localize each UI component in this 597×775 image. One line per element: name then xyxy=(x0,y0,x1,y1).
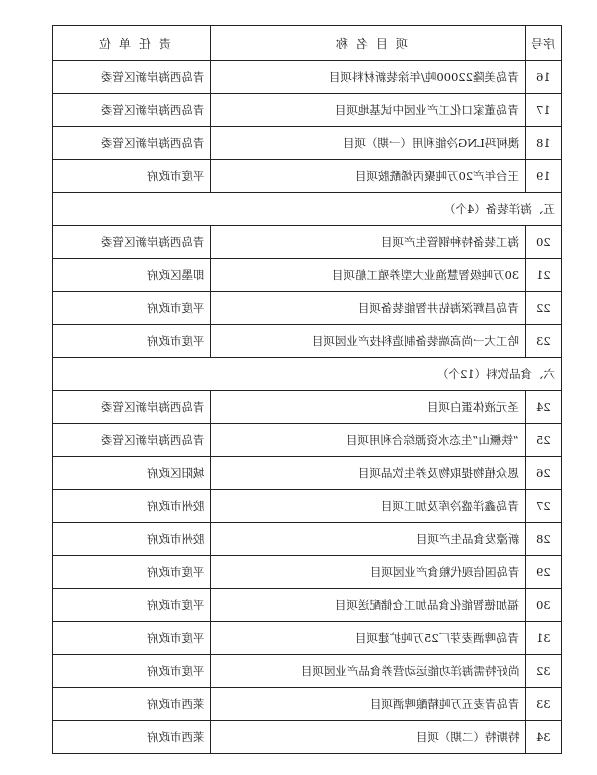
responsible-unit-cell: 平度市政府 xyxy=(53,160,211,193)
serial-no-cell: 16 xyxy=(526,61,562,94)
responsible-unit-cell: 平度市政府 xyxy=(53,655,211,688)
serial-no-cell: 25 xyxy=(526,424,562,457)
serial-no-cell: 18 xyxy=(526,127,562,160)
table-row xyxy=(53,94,562,127)
responsible-unit-cell: 青岛西海岸新区管委 xyxy=(53,226,211,259)
project-name-cell: 特斯特（二期）项目 xyxy=(211,721,526,754)
project-name-cell: 青岛国信现代粮食产业园项目 xyxy=(211,556,526,589)
project-name-cell: 王台年产20万吨聚丙烯酰胺项目 xyxy=(211,160,526,193)
table-row xyxy=(53,391,562,424)
section-label: 六、食品饮料（12个） xyxy=(53,358,562,391)
table-row xyxy=(53,259,562,292)
responsible-unit-cell: 青岛西海岸新区管委 xyxy=(53,61,211,94)
table-row xyxy=(53,424,562,457)
project-name-cell: 尚好特需海洋功能运动营养食品产业园项目 xyxy=(211,655,526,688)
project-name-cell: 青岛昌辉深海钻井智能装备项目 xyxy=(211,292,526,325)
responsible-unit-cell: 莱西市政府 xyxy=(53,721,211,754)
serial-no-cell: 33 xyxy=(526,688,562,721)
project-name-cell: “铁橛山”生态水资源综合利用项目 xyxy=(211,424,526,457)
table-row xyxy=(53,523,562,556)
project-name-cell: 恩众植物提取物及养生饮品项目 xyxy=(211,457,526,490)
serial-no-cell: 32 xyxy=(526,655,562,688)
responsible-unit-cell: 城阳区政府 xyxy=(53,457,211,490)
table-row xyxy=(53,325,562,358)
responsible-unit-cell: 平度市政府 xyxy=(53,556,211,589)
responsible-unit-cell: 平度市政府 xyxy=(53,622,211,655)
project-name-cell: 青岛啤酒麦芽厂25万吨扩建项目 xyxy=(211,622,526,655)
table-header-row xyxy=(53,26,562,61)
project-name-cell: 青岛青麦五万吨精酿啤酒项目 xyxy=(211,688,526,721)
serial-no-cell: 28 xyxy=(526,523,562,556)
responsible-unit-cell: 青岛西海岸新区管委 xyxy=(53,127,211,160)
section-row xyxy=(53,358,562,391)
table-row xyxy=(53,127,562,160)
serial-no-cell: 20 xyxy=(526,226,562,259)
serial-no-cell: 29 xyxy=(526,556,562,589)
table-row xyxy=(53,688,562,721)
serial-no-cell: 34 xyxy=(526,721,562,754)
project-name-cell: 海工装备特种钢管生产项目 xyxy=(211,226,526,259)
table-row xyxy=(53,457,562,490)
responsible-unit-cell: 即墨区政府 xyxy=(53,259,211,292)
responsible-unit-cell: 平度市政府 xyxy=(53,292,211,325)
serial-no-cell: 22 xyxy=(526,292,562,325)
serial-no-cell: 26 xyxy=(526,457,562,490)
table-row xyxy=(53,589,562,622)
table-row xyxy=(53,490,562,523)
project-name-cell: 新濠发食品生产项目 xyxy=(211,523,526,556)
responsible-unit-cell: 青岛西海岸新区管委 xyxy=(53,391,211,424)
header-serial-no: 序号 xyxy=(526,26,562,61)
header-project-name: 项目名称 xyxy=(211,26,526,61)
project-name-cell: 30万吨级智慧渔业大型养殖工船项目 xyxy=(211,259,526,292)
section-label: 五、海洋装备（4个） xyxy=(53,193,562,226)
responsible-unit-cell: 平度市政府 xyxy=(53,325,211,358)
responsible-unit-cell: 平度市政府 xyxy=(53,589,211,622)
project-name-cell: 青岛鑫洋盛冷库及加工项目 xyxy=(211,490,526,523)
serial-no-cell: 19 xyxy=(526,160,562,193)
project-table-body xyxy=(53,26,562,754)
table-row xyxy=(53,655,562,688)
table-row xyxy=(53,160,562,193)
project-name-cell: 青岛董家口化工产业园中试基地项目 xyxy=(211,94,526,127)
table-row xyxy=(53,721,562,754)
serial-no-cell: 24 xyxy=(526,391,562,424)
project-name-cell: 福加德智能化食品加工仓储配送项目 xyxy=(211,589,526,622)
serial-no-cell: 21 xyxy=(526,259,562,292)
responsible-unit-cell: 胶州市政府 xyxy=(53,523,211,556)
table-row xyxy=(53,61,562,94)
project-name-cell: 哈工大一尚高端装备制造科技产业园项目 xyxy=(211,325,526,358)
section-row xyxy=(53,193,562,226)
serial-no-cell: 23 xyxy=(526,325,562,358)
table-row xyxy=(53,292,562,325)
serial-no-cell: 17 xyxy=(526,94,562,127)
project-name-cell: 青岛美隆22000吨/年涂装新材料项目 xyxy=(211,61,526,94)
project-name-cell: 圣元液体蛋白项目 xyxy=(211,391,526,424)
table-row xyxy=(53,622,562,655)
serial-no-cell: 27 xyxy=(526,490,562,523)
header-responsible-unit: 责任单位 xyxy=(53,26,211,61)
project-table xyxy=(52,25,562,754)
responsible-unit-cell: 莱西市政府 xyxy=(53,688,211,721)
responsible-unit-cell: 青岛西海岸新区管委 xyxy=(53,94,211,127)
serial-no-cell: 31 xyxy=(526,622,562,655)
responsible-unit-cell: 胶州市政府 xyxy=(53,490,211,523)
project-name-cell: 澳柯玛LNG冷能利用（一期）项目 xyxy=(211,127,526,160)
table-row xyxy=(53,556,562,589)
table-row xyxy=(53,226,562,259)
responsible-unit-cell: 青岛西海岸新区管委 xyxy=(53,424,211,457)
serial-no-cell: 30 xyxy=(526,589,562,622)
